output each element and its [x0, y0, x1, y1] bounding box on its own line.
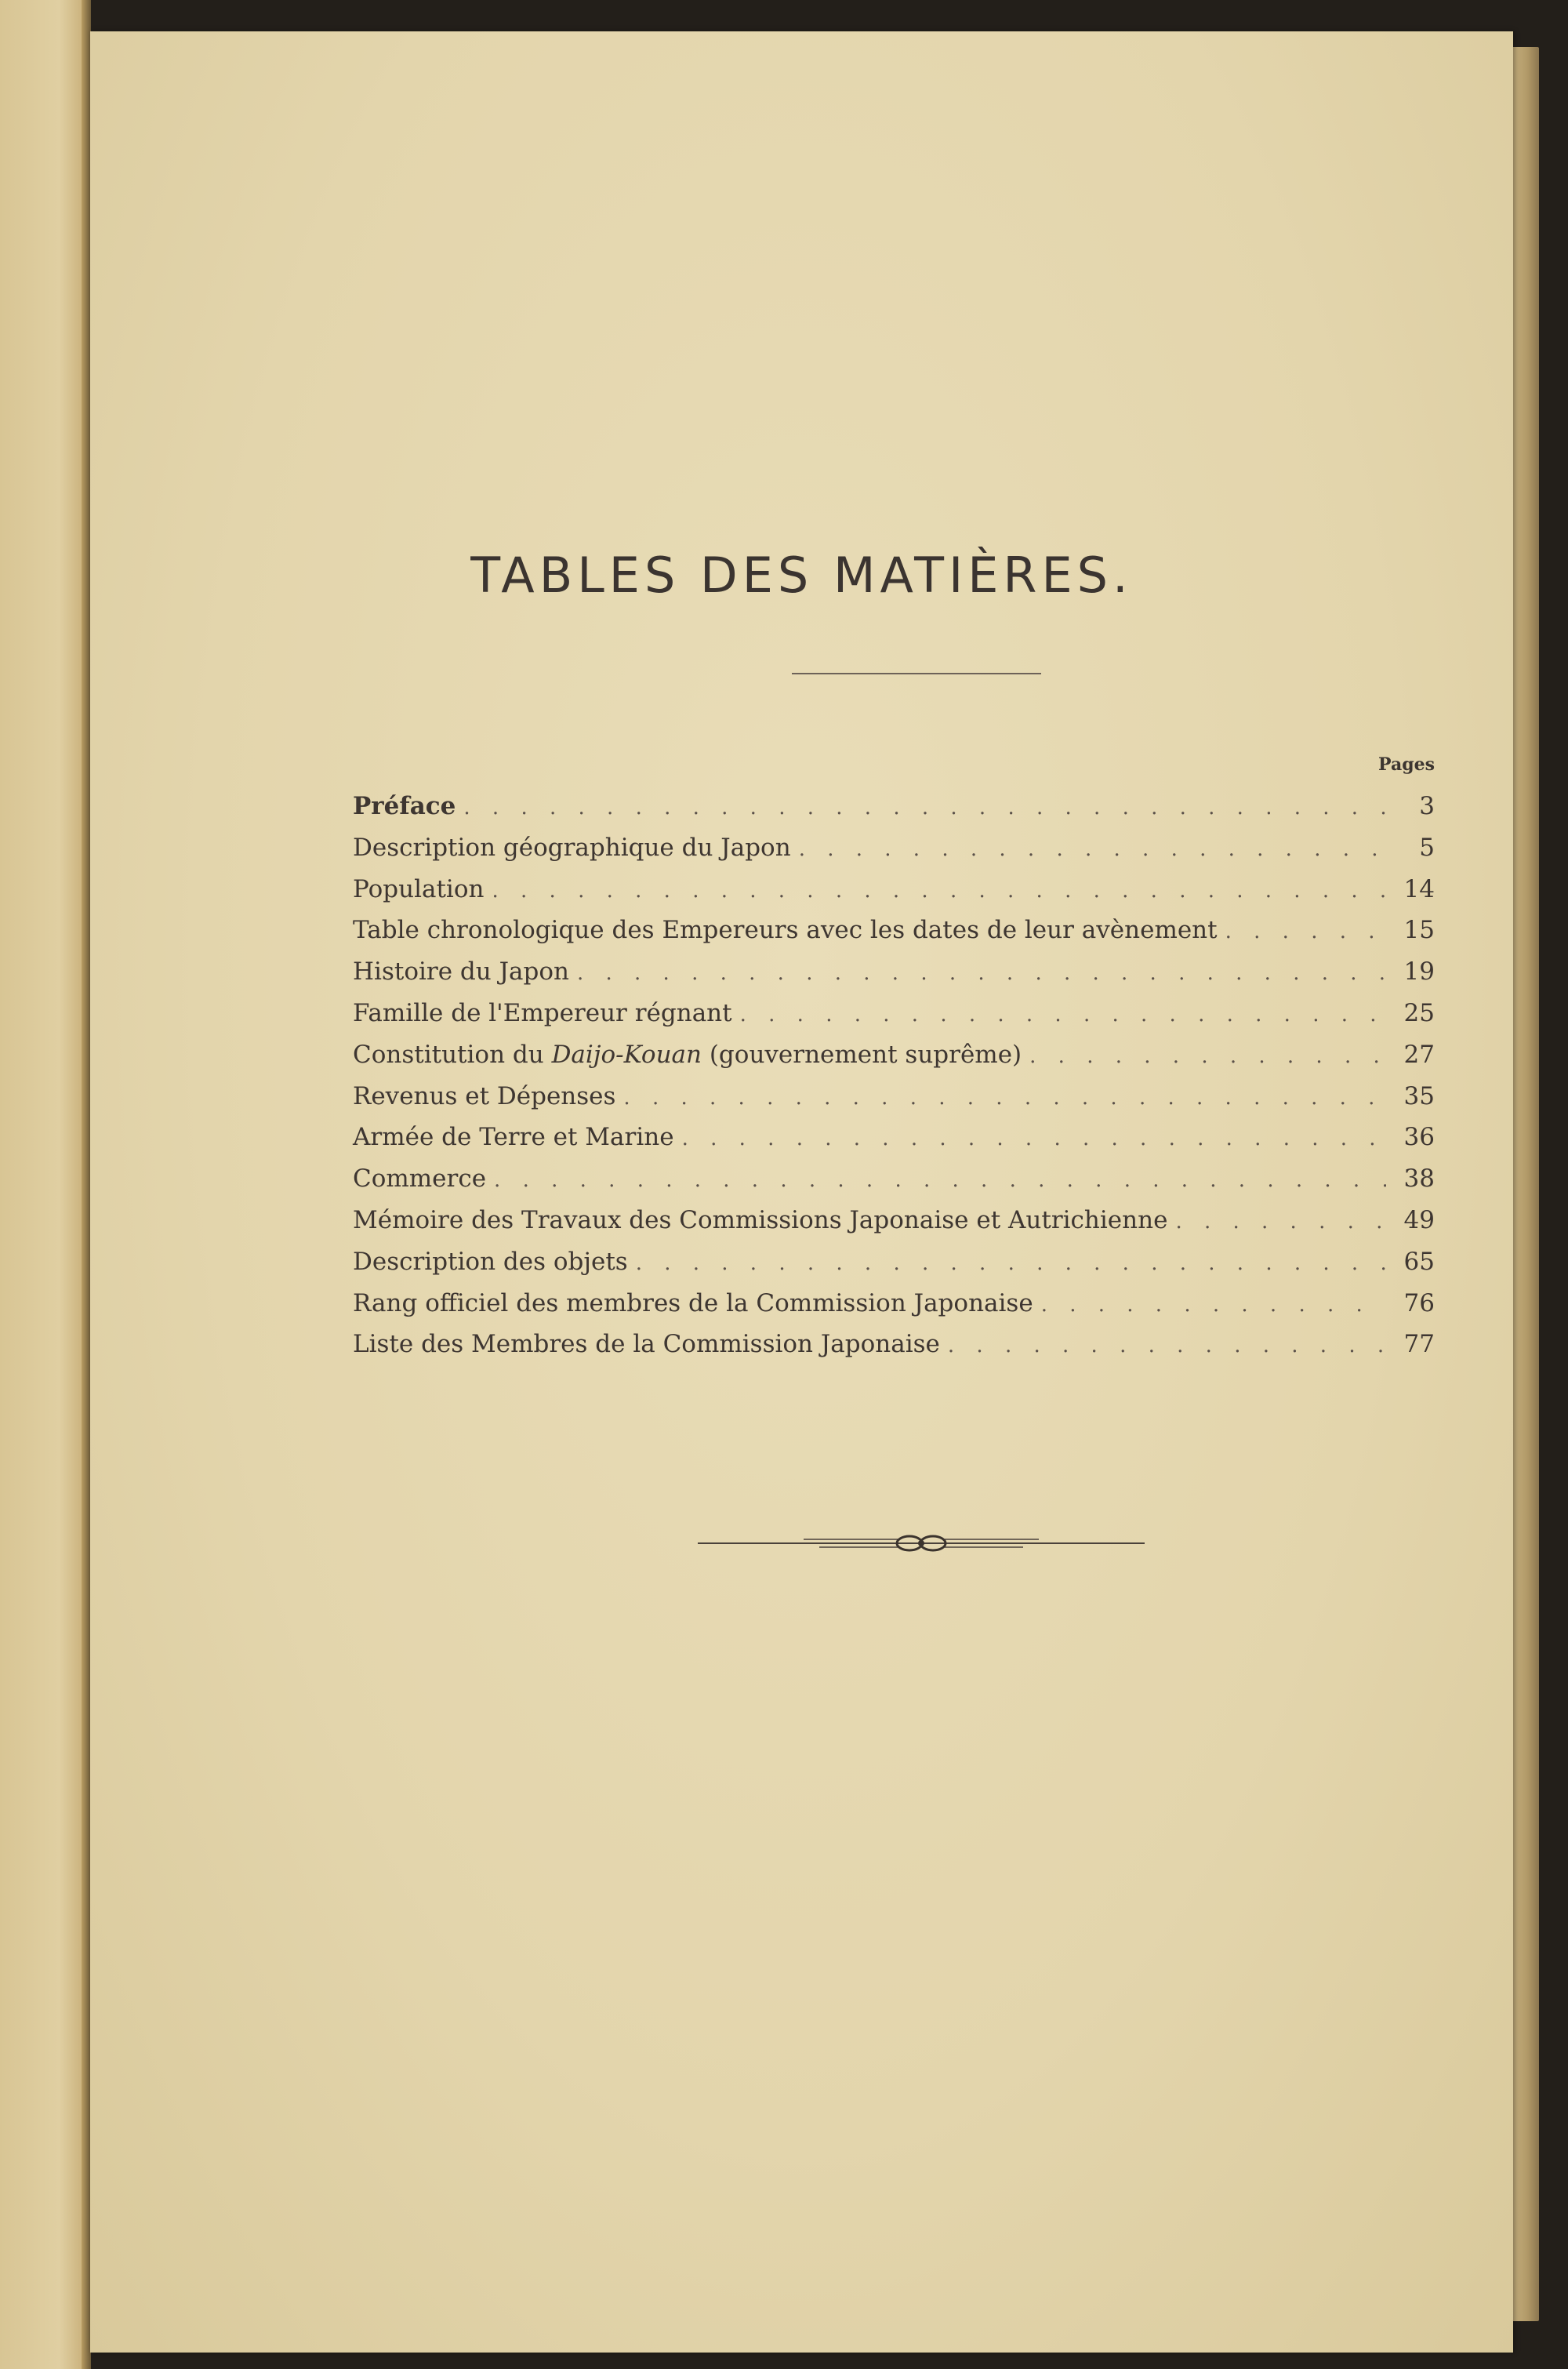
toc-entry-page: 77 — [1403, 1330, 1435, 1359]
toc-entry-page: 36 — [1403, 1123, 1435, 1152]
toc-entry — [353, 1123, 1435, 1165]
dot-leader — [740, 1003, 1386, 1026]
toc-entry — [353, 1289, 1435, 1331]
dot-leader — [1029, 1045, 1386, 1068]
dot-leader — [463, 796, 1386, 819]
table-of-contents — [353, 792, 1435, 1372]
left-page-edge — [0, 0, 85, 2369]
toc-entry-label: Commerce — [353, 1165, 487, 1194]
toc-entry — [353, 1248, 1435, 1289]
dot-leader — [492, 879, 1386, 903]
toc-entry-label: Famille de l'Empereur régnant — [353, 998, 732, 1027]
toc-entry-page: 65 — [1403, 1247, 1435, 1276]
toc-entry-page: 25 — [1403, 998, 1435, 1027]
toc-entry-page: 19 — [1403, 957, 1435, 986]
toc-entry-label: Description des objets — [353, 1247, 628, 1276]
toc-entry-page: 76 — [1403, 1288, 1435, 1317]
toc-entry-label-start: Constitution du — [353, 1040, 552, 1069]
toc-entry — [353, 834, 1435, 875]
dot-leader — [799, 838, 1386, 861]
toc-entry-label: Préface — [353, 792, 456, 820]
toc-entry-page: 3 — [1419, 792, 1435, 820]
toc-entry-page: 14 — [1403, 874, 1435, 903]
dot-leader — [1175, 1210, 1386, 1234]
toc-entry-label: Mémoire des Travaux des Commissions Japonaise et Autrichienne — [353, 1205, 1168, 1234]
dot-leader — [682, 1127, 1386, 1150]
title-divider — [792, 673, 1041, 674]
toc-entry-page: 27 — [1403, 1040, 1435, 1069]
toc-entry-label: Description géographique du Japon — [353, 833, 791, 862]
toc-entry-label: Histoire du Japon — [353, 957, 569, 986]
toc-entry-label — [353, 1041, 1022, 1069]
toc-entry-label-end: (gouvernement suprême) — [701, 1040, 1022, 1069]
decorative-ornament-icon — [686, 1528, 1156, 1559]
toc-entry-label: Rang officiel des membres de la Commission Japonaise — [353, 1288, 1033, 1317]
toc-entry-page: 5 — [1419, 833, 1435, 862]
pages-column-header: Pages — [1378, 754, 1435, 775]
dot-leader — [1225, 920, 1386, 943]
toc-entry — [353, 875, 1435, 917]
toc-entry-label-italic: Daijo-Kouan — [551, 1040, 702, 1069]
toc-entry-label: Revenus et Dépenses — [353, 1081, 616, 1110]
dot-leader — [623, 1086, 1386, 1110]
document-page — [90, 31, 1513, 2353]
toc-entry-label: Population — [353, 874, 485, 903]
dot-leader — [1041, 1293, 1386, 1317]
toc-entry-label: Liste des Membres de la Commission Japonaise — [353, 1330, 940, 1359]
toc-entry — [353, 1330, 1435, 1372]
toc-entry — [353, 1165, 1435, 1206]
toc-entry — [353, 957, 1435, 999]
toc-entry-page: 49 — [1403, 1205, 1435, 1234]
toc-entry-label: Table chronologique des Empereurs avec les dates de leur avènement — [353, 916, 1218, 945]
toc-entry-page: 35 — [1403, 1081, 1435, 1110]
toc-entry — [353, 999, 1435, 1041]
dot-leader — [948, 1334, 1386, 1357]
toc-entry-label: Armée de Terre et Marine — [353, 1123, 674, 1152]
toc-entry — [353, 1082, 1435, 1124]
page-stack-edge — [1509, 47, 1539, 2321]
toc-entry-page: 15 — [1403, 916, 1435, 945]
dot-leader — [636, 1252, 1386, 1275]
toc-entry — [353, 792, 1435, 834]
toc-entry-page: 38 — [1403, 1165, 1435, 1194]
dot-leader — [494, 1168, 1386, 1192]
page-title: TABLES DES MATIÈRES. — [470, 547, 1133, 604]
dot-leader — [577, 961, 1386, 985]
toc-entry — [353, 916, 1435, 957]
toc-entry — [353, 1206, 1435, 1248]
toc-entry — [353, 1041, 1435, 1082]
